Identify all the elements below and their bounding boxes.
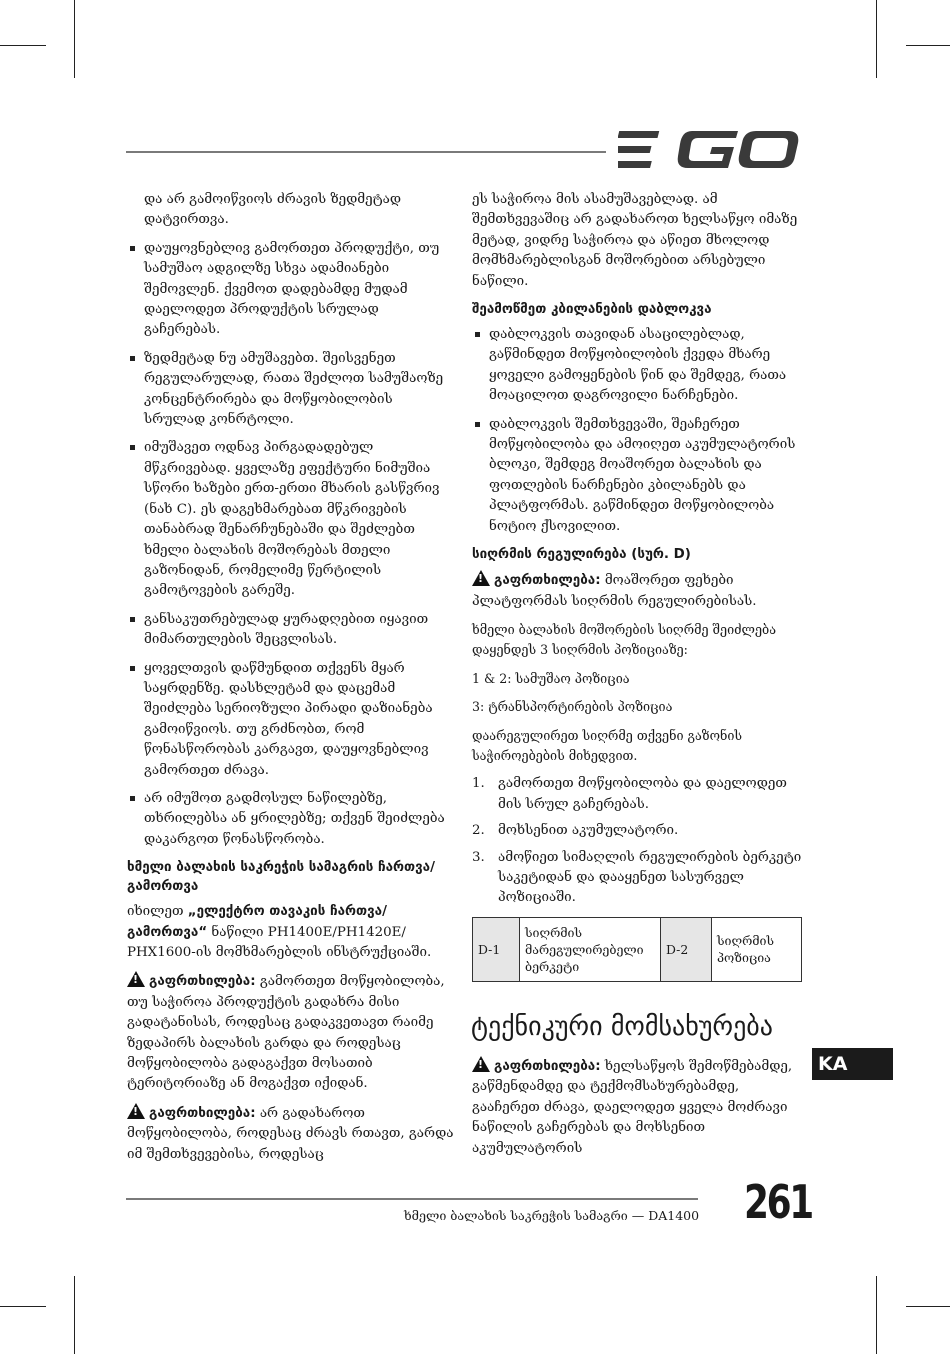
depth-pos-12: 1 & 2: სამუშაო პოზიცია xyxy=(472,670,630,686)
language-tab: KA xyxy=(812,1048,893,1080)
crop-mark xyxy=(906,45,950,46)
depth-intro: ხმელი ბალახის მოშორების სიღრმე შეიძლება დაყენდეს 3 სიღრმის პოზიციაზე: xyxy=(472,621,777,658)
steps-list xyxy=(472,774,802,908)
warning-4: !გაფრთხილება: ხელსაწყოს შემოწმებამდე, გაწმენდამდე და ტექმომსახურებამდე, გააჩერეთ ძრავა, დაელოდეთ ყველა მოძრავი ნაწილის გაჩერებას და მოხსენით აკუმულატორის xyxy=(472,1056,802,1159)
right-column xyxy=(472,190,802,982)
depth-legend-table xyxy=(472,917,802,982)
heading-attach: ხმელი ბალახის საკრეჭის სამაგრის ჩართვა/ გამორთვა xyxy=(127,860,435,895)
warning-icon xyxy=(472,570,490,586)
clog-bullet-list xyxy=(472,325,802,537)
depth-adjust: დაარეგულირეთ სიღრმე თქვენი გაზონის საჭიროებების მიხედვით. xyxy=(472,727,743,763)
page-number: 261 xyxy=(744,1175,812,1229)
left-intro: და არ გამოიწვიოს ძრავის ზედმეტად დატვირთვა. xyxy=(144,192,402,228)
warning-icon xyxy=(127,971,145,987)
step-item: 3. ამოწიეთ სიმაღლის რეგულირების ბერკეტი საკეტიდან და დააყენეთ სასურველ პოზიციაში. xyxy=(472,849,802,906)
table-cell: სიღრმის მარეგულირებელი ბერკეტი xyxy=(520,917,661,981)
crop-mark xyxy=(876,1276,877,1354)
list-item: იმუშავეთ ოდნავ პირგადადებულ მწკრივებად. ყველაზე ეფექტური ნიმუშია სწორი ხაზები ერთ-ერთი მხარის გასწვრივ (ნახ C). ეს დაგეხმარებათ მწკრივების თანაბრად შენარჩუნებაში და შეძლებთ ხმელი ბალახის მოშორებას მთელი გაზონიდან, რომელიმე წერტილის გამოტოვების გარეშე. xyxy=(127,438,457,601)
safety-bullet-list xyxy=(127,239,457,850)
crop-mark xyxy=(74,0,75,78)
step-item: 1. გამორთეთ მოწყობილობა და დაელოდეთ მის სრულ გაჩერებას. xyxy=(472,776,787,812)
list-item: ყოველთვის დაწმუნდით თქვენს მყარ საყრდენზე. დასხლეტამ და დაცემამ შეიძლება სერიოზული პირადი დაზიანება გამოიწვიოს. თუ გრძნობთ, რომ წონასწორობას კარგავთ, დაუყოვნებლივ გამორთეთ ძრავა. xyxy=(127,659,457,781)
crop-mark xyxy=(0,45,46,46)
warning-2: !გაფრთხილება: არ გადახაროთ მოწყობილობა, როდესაც ძრავს რთავთ, გარდა იმ შემთხვევებისა, როდესაც xyxy=(127,1103,457,1165)
left-column xyxy=(127,190,457,1173)
depth-pos-3: 3: ტრანსპორტირების პოზიცია xyxy=(472,699,673,715)
warning-icon xyxy=(127,1103,145,1119)
table-cell: D-1 xyxy=(473,917,520,981)
attach-paragraph: იხილეთ „ელექტრო თავაკის ჩართვა/ გამორთვა“ ნაწილი PH1400E/PH1420E/ PHX1600-ის მომხმარებლის ინსტრუქციაში. xyxy=(127,904,432,960)
list-item: ზედმეტად ნუ ამუშავებთ. შეისვენეთ რეგულარულად, რათა შეძლოთ სამუშაოზე კონცენტრირება და მოწყობილობის სრულად კონრტოლი. xyxy=(127,349,457,431)
list-item: დაბლოკვის შემთხვევაში, შეაჩერეთ მოწყობილობა და ამოიღეთ აკუმულატორის ბლოკი, შემდეგ მოაშორეთ ბალახის და ფოთლების ნარჩენები კბილანებს და პლატფორმას. გაწმინდეთ მოწყობილობა ნოტიო ქსოვილით. xyxy=(472,415,802,537)
warning-icon xyxy=(472,1056,490,1072)
step-item: 2. მოხსენით აკუმულატორი. xyxy=(472,823,679,839)
footer-rule xyxy=(126,1198,698,1200)
table-cell: D-2 xyxy=(661,917,712,981)
list-item: დაბლოკვის თავიდან ასაცილებლად, გაწმინდეთ მოწყობილობის ქვედა მხარე ყოველი გამოყენების წინ და შემდეგ, რათა მოაცილოთ დაგროვილი ნარჩენები. xyxy=(472,325,802,407)
crop-mark xyxy=(906,1306,950,1307)
maintenance-warning xyxy=(472,1056,802,1167)
list-item: დაუყოვნებლივ გამორთეთ პროდუქტი, თუ სამუშაო ადგილზე სხვა ადამიანები შემოვლენ. ქვემოთ დადებამდე მუდამ დაელოდეთ პროდუქტის სრულად გაჩერებას. xyxy=(127,239,457,341)
crop-mark xyxy=(0,1306,46,1307)
right-intro: ეს საჭიროა მის ასამუშავებლად. ამ შემთხვევაშიც არ გადახაროთ ხელსაწყო იმაზე მეტად, ვიდრე საჭიროა და აწიეთ მხოლოდ მომხმარებლისგან მოშორებით არსებული ნაწილი. xyxy=(472,192,798,289)
heading-clog: შეამოწმეთ კბილანების დაბლოკვა xyxy=(472,302,712,318)
footer-text: ხმელი ბალახის საკრეჭის სამაგრი — DA1400 xyxy=(404,1208,700,1223)
header-rule xyxy=(126,151,606,153)
table-cell: სიღრმის პოზიცია xyxy=(712,917,802,981)
list-item: განსაკუთრებულად ყურადღებით იყავით მიმართულების შეცვლისას. xyxy=(127,610,457,651)
warning-1: !გაფრთხილება: გამორთეთ მოწყობილობა, თუ საჭიროა პროდუქტის გადახრა მისი გადატანისას, როდესაც გადაკვეთავთ რაიმე ზედაპირს ბალახის გარდა და როდესაც მოწყობილობა გადაგაქვთ მოსათიბ ტერიტორიაზე ან მოგაქვთ იქიდან. xyxy=(127,971,457,1094)
attach-section-ref: „ელექტრო თავაკის ჩართვა/ გამორთვა“ xyxy=(127,904,387,940)
table-row xyxy=(473,917,802,981)
heading-depth: სიღრმის რეგულირება (სურ. D) xyxy=(472,547,691,563)
crop-mark xyxy=(74,1276,75,1354)
crop-mark xyxy=(876,0,877,78)
section-title: ტექნიკური მომსახურება xyxy=(471,1012,773,1042)
warning-3: !გაფრთხილება: მოაშორეთ ფეხები პლატფორმას სიღრმის რეგულირებისას. xyxy=(472,570,802,612)
ego-logo xyxy=(618,128,800,172)
list-item: არ იმუშოთ გადმოსულ ნაწილებზე, თხრილებსა ან ყრილებზე; თქვენ შეიძლება დაკარგოთ წონასწორობა. xyxy=(127,789,457,850)
